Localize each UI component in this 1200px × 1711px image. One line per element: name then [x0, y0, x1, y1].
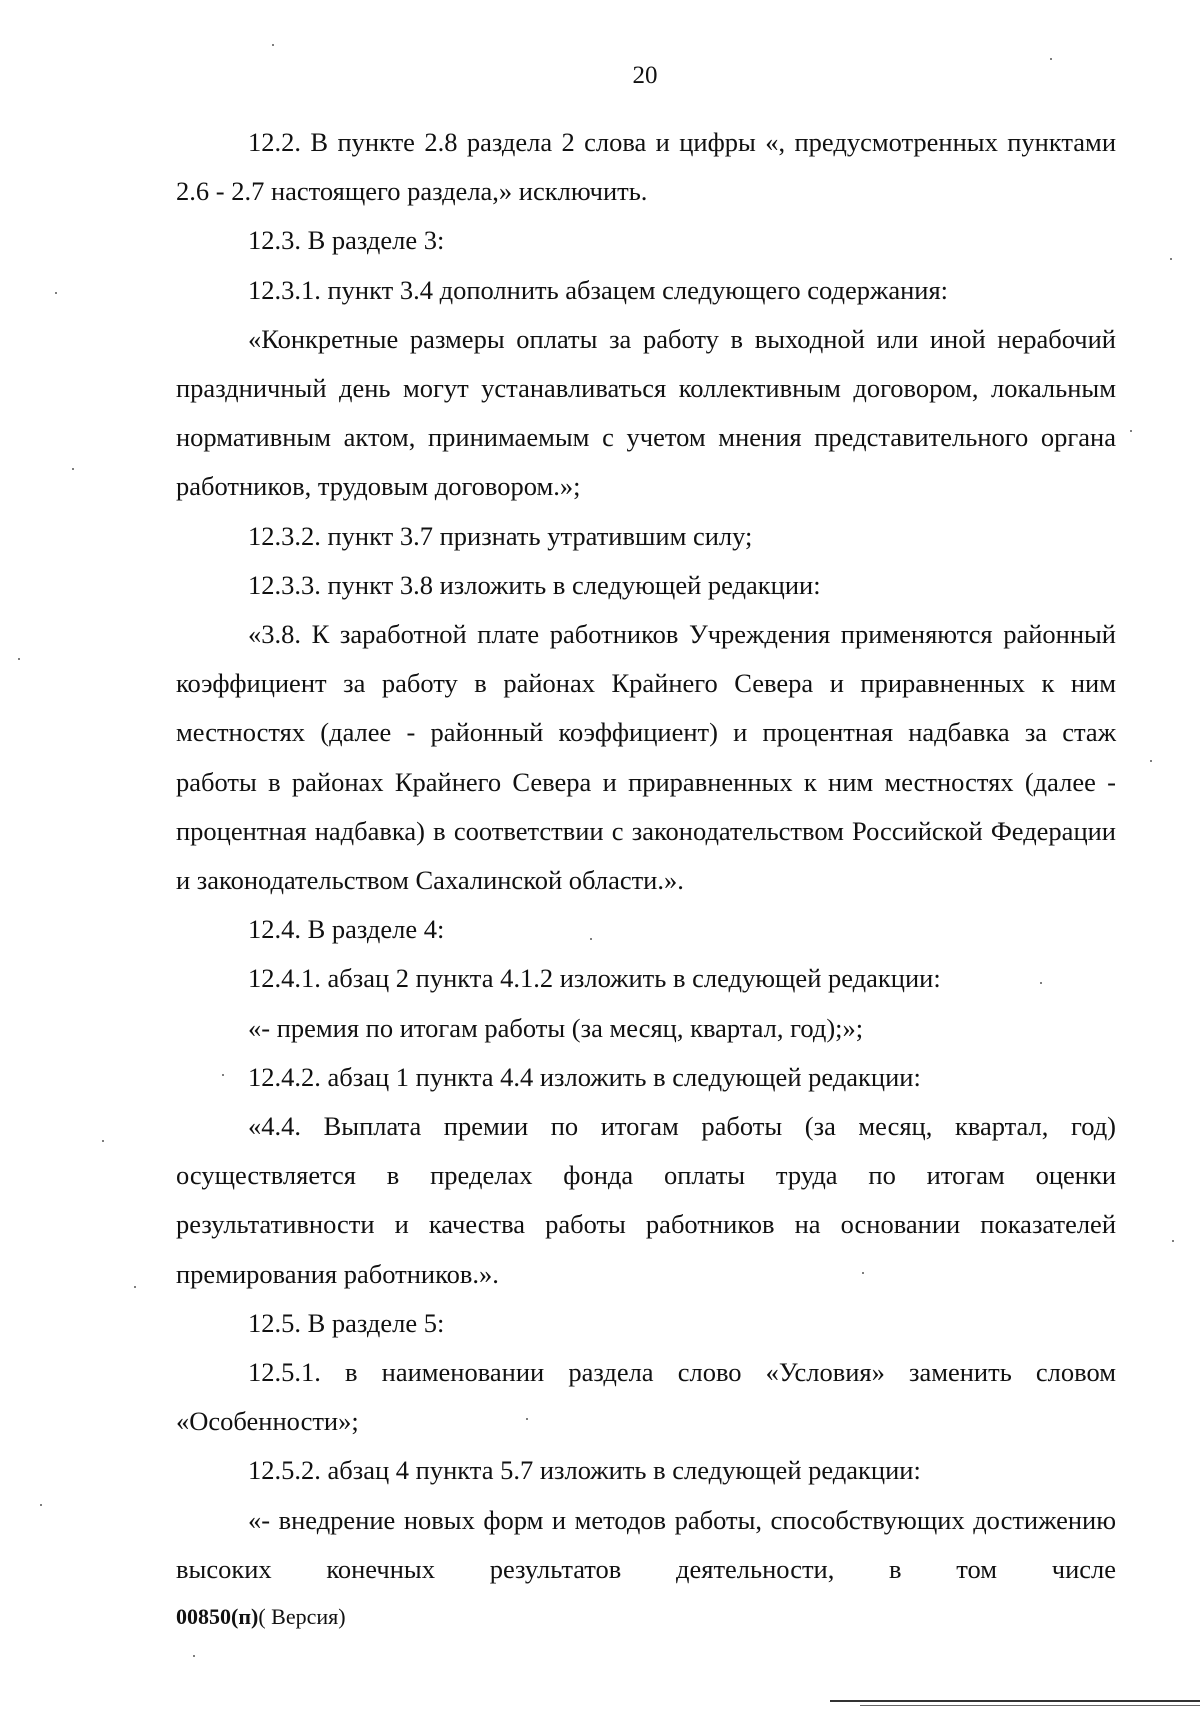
paragraph: 12.5. В разделе 5:: [248, 1307, 445, 1338]
document-body: [176, 118, 1116, 1594]
page-number: 20: [632, 62, 658, 89]
paragraph: 12.4.1. абзац 2 пункта 4.1.2 изложить в следующей редакции:: [248, 963, 941, 994]
scan-speck: [18, 658, 20, 660]
scan-speck: [590, 938, 592, 940]
scan-speck: [1130, 430, 1132, 432]
scan-edge-line: [860, 1705, 1200, 1706]
scan-speck: [1050, 58, 1052, 60]
paragraph: 12.2. В пункте 2.8 раздела 2 слова и цифры «, предусмотренных пунктами 2.6 - 2.7 настоящего раздела,» исключить.: [176, 127, 1116, 207]
document-code: 00850(п): [176, 1604, 259, 1629]
scan-speck: [1040, 982, 1042, 984]
paragraph: 12.5.1. в наименовании раздела слово «Условия» заменить словом «Особенности»;: [176, 1357, 1116, 1437]
paragraph: 12.5.2. абзац 4 пункта 5.7 изложить в следующей редакции:: [248, 1455, 921, 1486]
scan-speck: [222, 1074, 224, 1076]
scan-speck: [193, 1655, 195, 1657]
scan-speck: [1170, 258, 1172, 260]
document-version: ( Версия): [258, 1604, 346, 1629]
paragraph: 12.3. В разделе 3:: [248, 225, 445, 256]
scan-speck: [272, 44, 274, 46]
paragraph: 12.3.2. пункт 3.7 признать утратившим силу;: [248, 520, 753, 551]
paragraph: «- внедрение новых форм и методов работы, способствующих достижению высоких конечных результатов деятельности, в том числе: [176, 1504, 1116, 1584]
scan-speck: [1150, 760, 1152, 762]
paragraph: 12.3.1. пункт 3.4 дополнить абзацем следующего содержания:: [248, 274, 949, 305]
scan-speck: [1172, 1240, 1174, 1242]
scan-speck: [55, 292, 57, 294]
scan-speck: [72, 468, 74, 470]
scan-speck: [40, 1504, 42, 1506]
scan-speck: [526, 1418, 528, 1420]
paragraph: 12.3.3. пункт 3.8 изложить в следующей редакции:: [248, 569, 821, 600]
paragraph: 12.4. В разделе 4:: [248, 914, 445, 945]
paragraph: «- премия по итогам работы (за месяц, квартал, год);»;: [248, 1012, 864, 1043]
scan-edge-line: [830, 1700, 1200, 1702]
paragraph: «4.4. Выплата премии по итогам работы (за месяц, квартал, год) осуществляется в пределах фонда оплаты труда по итогам оценки результативности и качества работы работников на основании показателей премирования работников.».: [176, 1111, 1116, 1289]
scan-speck: [134, 1286, 136, 1288]
paragraph: «3.8. К заработной плате работников Учреждения применяются районный коэффициент за работу в районах Крайнего Севера и приравненных к ним местностях (далее - районный коэффициент) и процентная надбавка за стаж работы в районах Крайнего Севера и приравненных к ним местностях (далее - процентная надбавка) в соответствии с законодательством Российской Федерации и законодательством Сахалинской области.».: [176, 619, 1116, 896]
paragraph: 12.4.2. абзац 1 пункта 4.4 изложить в следующей редакции:: [248, 1061, 921, 1092]
document-footer: [176, 1604, 346, 1630]
scan-speck: [102, 1140, 104, 1142]
paragraph: «Конкретные размеры оплаты за работу в выходной или иной нерабочий праздничный день могут устанавливаться коллективным договором, локальным нормативным актом, принимаемым с учетом мнения представительного органа работников, трудовым договором.»;: [176, 323, 1116, 502]
scan-speck: [862, 1272, 864, 1274]
